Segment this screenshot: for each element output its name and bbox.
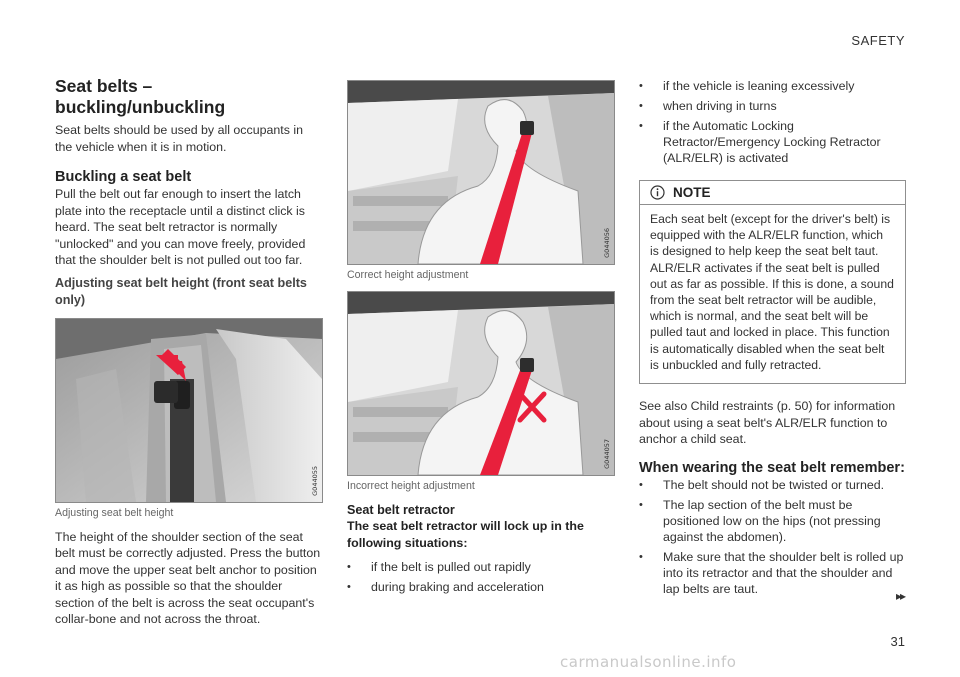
figure-caption-correct: Correct height adjustment — [347, 269, 469, 281]
remember-heading: When wearing the seat belt remember: — [639, 459, 905, 476]
retractor-heading: Seat belt retractor — [347, 503, 455, 517]
list-item: • The lap section of the belt must be positioned low on the hips (not pressing against the abdomen). — [639, 497, 906, 545]
column-2 — [347, 80, 615, 599]
see-also-text: See also Child restraints (p. 50) for information about using a seat belt's ALR/ELR function to anchor a child seat. — [639, 399, 896, 447]
note-box — [639, 180, 906, 384]
list-item: • Make sure that the shoulder belt is rolled up into its retractor and that the shoulder and lap belts are taut. — [639, 549, 906, 597]
figure-caption-incorrect: Incorrect height adjustment — [347, 480, 475, 492]
note-header — [640, 183, 905, 205]
retractor-lead: The seat belt retractor will lock up in the following situations: — [347, 519, 584, 550]
list-item: • when driving in turns — [639, 98, 906, 114]
height-heading: Adjusting seat belt height (front seat belts only) — [55, 275, 307, 307]
retractor-list-2 — [639, 78, 906, 166]
incorrect-belt-illustration — [348, 292, 614, 475]
section-header: SAFETY — [851, 33, 905, 48]
note-title: NOTE — [673, 185, 711, 200]
figure-correct-height — [347, 80, 615, 265]
intro-text: Seat belts should be used by all occupants in the vehicle when it is in motion. — [55, 123, 303, 154]
buckling-text: Pull the belt out far enough to insert the latch plate into the receptacle until a distinct click is heard. The seat belt retractor is normally "unlocked" and you can move freely, provided that the shoulder belt is not pulled out too far. — [55, 187, 306, 267]
figure-caption: Adjusting seat belt height — [55, 506, 174, 519]
figure-code-1: G044056 — [603, 228, 611, 258]
list-item: • if the vehicle is leaning excessively — [639, 78, 906, 94]
info-circle-icon — [650, 185, 665, 200]
list-item: • if the belt is pulled out rapidly — [347, 559, 615, 575]
list-item: • if the Automatic Locking Retractor/Emergency Locking Retractor (ALR/ELR) is activated — [639, 118, 906, 166]
list-item: • The belt should not be twisted or turned. — [639, 477, 906, 493]
figure-adjusting-height — [55, 318, 323, 503]
retractor-list-1 — [347, 559, 615, 595]
list-item: • during braking and acceleration — [347, 579, 615, 595]
column-1 — [55, 76, 323, 628]
figure-code: G044055 — [311, 465, 319, 496]
pillar-illustration — [56, 319, 322, 502]
watermark: carmanualsonline.info — [560, 653, 737, 671]
height-text: The height of the shoulder section of the seat belt must be correctly adjusted. Press the button and move the upper seat belt anchor to position it as high as possible so that the shoulder section of the belt is across the seat occupant's collar-bone and not across the throat. — [55, 529, 321, 626]
note-text: Each seat belt (except for the driver's belt) is equipped with the ALR/ELR function, which is designed to help keep the seat belt taut. ALR/ELR activates if the seat belt is pulled out as far as possible. If this is done, a sound from the seat belt retractor will be audible, which is normal, and the seat belt will be pulled taut and locked in place. This function is automatically disabled when the seat belt is unbuckled and fully retracted. — [650, 212, 894, 372]
column-3 — [639, 78, 906, 601]
page-title: Seat belts – buckling/unbuckling — [55, 76, 226, 117]
continue-arrows-icon: ▸▸ — [895, 589, 904, 603]
figure-incorrect-height — [347, 291, 615, 476]
correct-belt-illustration — [348, 81, 614, 264]
page-number: 31 — [890, 634, 905, 649]
buckling-heading: Buckling a seat belt — [55, 169, 192, 185]
figure-code-2: G044057 — [603, 439, 611, 469]
remember-list — [639, 477, 906, 597]
